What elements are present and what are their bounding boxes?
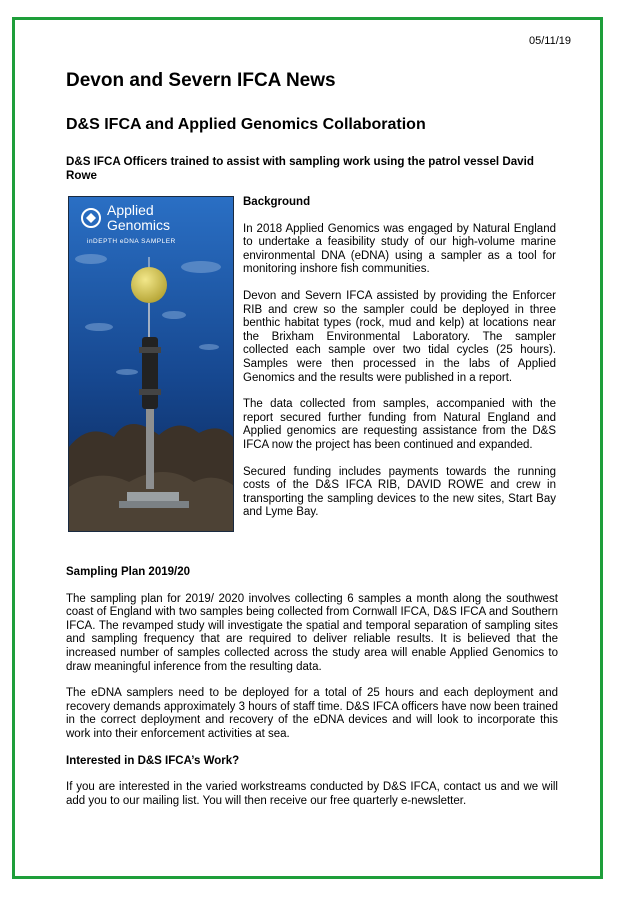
svg-text:inDEPTH eDNA SAMPLER: inDEPTH eDNA SAMPLER [87,238,176,245]
svg-text:Applied: Applied [107,202,154,218]
background-heading: Background [243,196,311,208]
sampling-plan-section [66,566,558,821]
background-paragraph: In 2018 Applied Genomics was engaged by Natural England to undertake a feasibility study of our high-volume marine environmental DNA (eDNA) using a sampler as a tool for monitoring inshore fish communities. [243,222,556,276]
issue-date: 05/11/19 [528,35,571,47]
interest-heading: Interested in D&S IFCA’s Work? [66,754,240,767]
svg-text:Genomics: Genomics [107,217,171,233]
article-title: D&S IFCA and Applied Genomics Collaboration [66,116,426,133]
article-subtitle: D&S IFCA Officers trained to assist with sampling work using the patrol vessel David Rowe [66,155,534,182]
background-paragraph: Devon and Severn IFCA assisted by providing the Enforcer RIB and crew so the sampler could be deployed in three benthic habitat types (rock, mud and kelp) at locations near the Brixham Environmental Laboratory. The sampler collected each sample over two tidal cycles (25 hours). Samples were then processed in the labs of Applied Genomics and the results were published in a report. [243,289,556,384]
newsletter-title: Devon and Severn IFCA News [66,70,336,91]
edna-sampler-photo [68,196,234,532]
sampling-plan-paragraph: The sampling plan for 2019/ 2020 involves collecting 6 samples a month along the southwest coast of England with two samples being collected from Cornwall IFCA, D&S IFCA and Southern IFCA. The revamped study will investigate the spatial and temporal separation of sampling sites and sampling frequency that are required to deliver reliable results. It is believed that the increased number of samples collected across the study area will enable Applied Genomics to draw meaningful inference from the resulting data. [66,592,558,673]
background-paragraph: The data collected from samples, accompanied with the report secured further funding from Natural England and Applied genomics are requesting assistance from the D&S IFCA now the project has been continued and expanded. [243,398,556,451]
sampling-plan-heading: Sampling Plan 2019/20 [66,566,191,578]
interest-paragraph: If you are interested in the varied workstreams conducted by D&S IFCA, contact us and we will add you to our mailing list. You will then receive our free quarterly e-newsletter. [66,781,558,807]
background-section [243,196,556,533]
sampling-plan-paragraph: The eDNA samplers need to be deployed for a total of 25 hours and each deployment and recovery demands approximately 3 hours of staff time. D&S IFCA officers have now been trained in the correct deployment and recovery of the eDNA devices and will look to incorporate this work into their enforcement activities at sea. [66,687,558,740]
sampler-float [131,267,167,303]
background-paragraph: Secured funding includes payments towards the running costs of the D&S IFCA RIB, DAVID ROWE and crew in transporting the sampling devices to the new sites, Start Bay and Lyme Bay. [243,465,556,519]
